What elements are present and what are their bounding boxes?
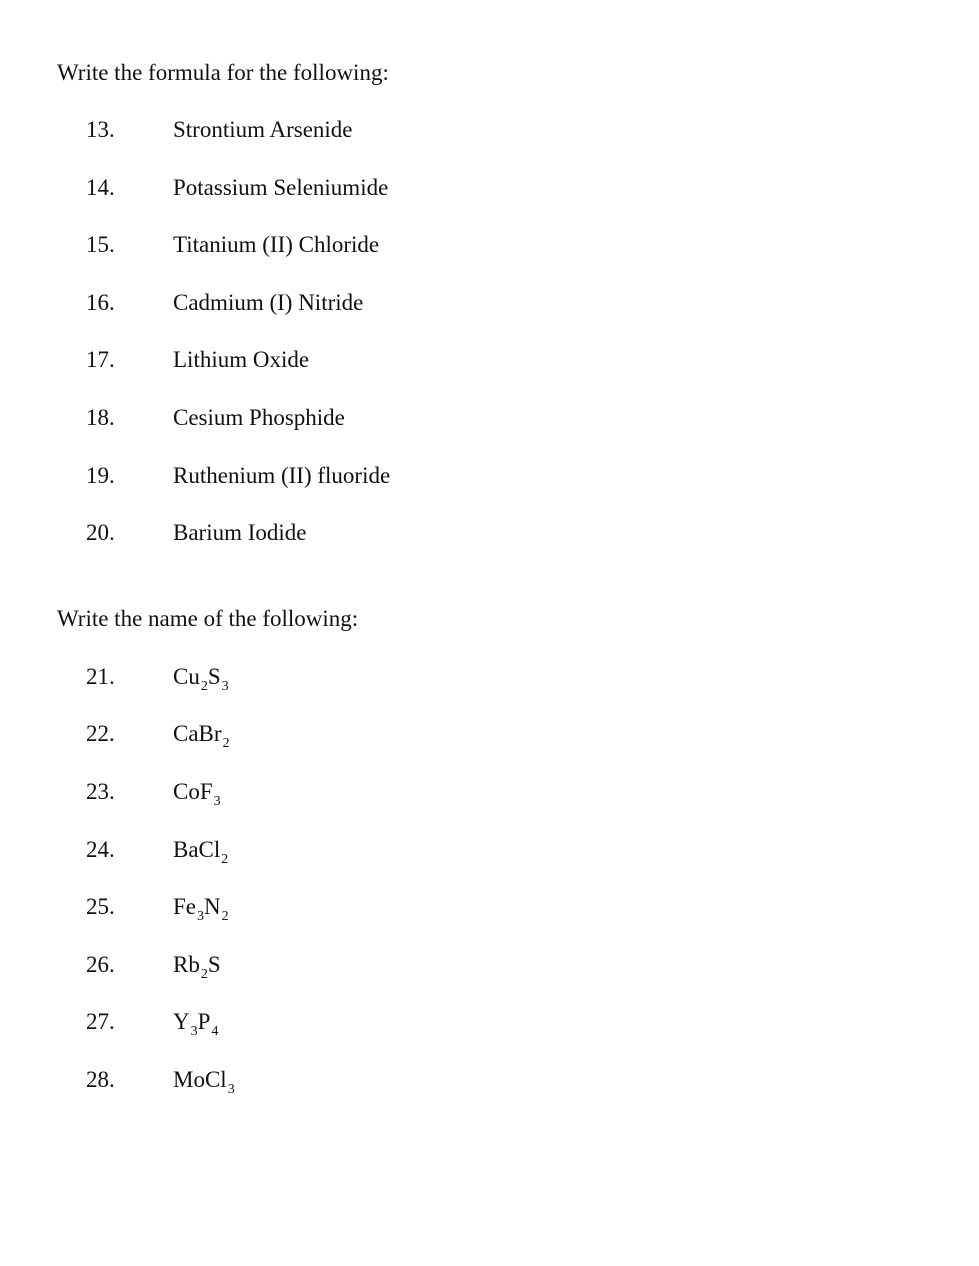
- list-item: [0, 1010, 979, 1040]
- list-item: [0, 464, 979, 494]
- item-number: 17.: [86, 347, 115, 372]
- compound-name: Strontium Arsenide: [173, 117, 353, 142]
- chemical-formula: MoCl$_3$: [173, 1067, 235, 1097]
- item-number: 20.: [86, 520, 115, 545]
- list-item: [0, 1068, 979, 1098]
- item-number: 25.: [86, 894, 115, 919]
- item-number: 14.: [86, 175, 115, 200]
- list-item: [0, 233, 979, 263]
- list-item: [0, 895, 979, 925]
- compound-name: Ruthenium (II) fluoride: [173, 463, 391, 488]
- item-number: 19.: [86, 463, 115, 488]
- list-item: [0, 348, 979, 378]
- compound-name: Lithium Oxide: [173, 347, 310, 372]
- list-item: [0, 838, 979, 868]
- list-item: [0, 722, 979, 752]
- list-item: [0, 176, 979, 206]
- list-item: [0, 406, 979, 436]
- item-number: 23.: [86, 779, 115, 804]
- item-number: 26.: [86, 952, 115, 977]
- chemical-formula: BaCl$_2$: [173, 837, 229, 867]
- formula-section-heading: Write the formula for the following:: [57, 60, 389, 85]
- list-item: [0, 521, 979, 551]
- item-number: 24.: [86, 837, 115, 862]
- chemical-formula: CoF$_3$: [173, 779, 221, 809]
- compound-name: Potassium Seleniumide: [173, 175, 389, 200]
- item-number: 15.: [86, 232, 115, 257]
- item-number: 22.: [86, 721, 115, 746]
- chemical-formula: CaBr$_2$: [173, 721, 230, 751]
- item-number: 28.: [86, 1067, 115, 1092]
- compound-name: Cadmium (I) Nitride: [173, 290, 364, 315]
- compound-name: Titanium (II) Chloride: [173, 232, 380, 257]
- list-item: [0, 291, 979, 321]
- chemical-formula: $Rb_2S$: [173, 952, 221, 982]
- item-number: 21.: [86, 664, 115, 689]
- compound-name: Cesium Phosphide: [173, 405, 345, 430]
- compound-name: Barium Iodide: [173, 520, 307, 545]
- item-number: 18.: [86, 405, 115, 430]
- item-number: 27.: [86, 1009, 115, 1034]
- item-number: 13.: [86, 117, 115, 142]
- chemical-formula: $Y_3P_4$: [173, 1009, 219, 1039]
- item-number: 16.: [86, 290, 115, 315]
- list-item: [0, 665, 979, 695]
- chemical-formula: $Cu_2S_3$: [173, 664, 229, 694]
- chemical-formula: $Fe_3N_2$: [173, 894, 229, 924]
- list-item: [0, 953, 979, 983]
- list-item: [0, 780, 979, 810]
- list-item: [0, 118, 979, 148]
- name-section-heading: Write the name of the following:: [57, 606, 359, 631]
